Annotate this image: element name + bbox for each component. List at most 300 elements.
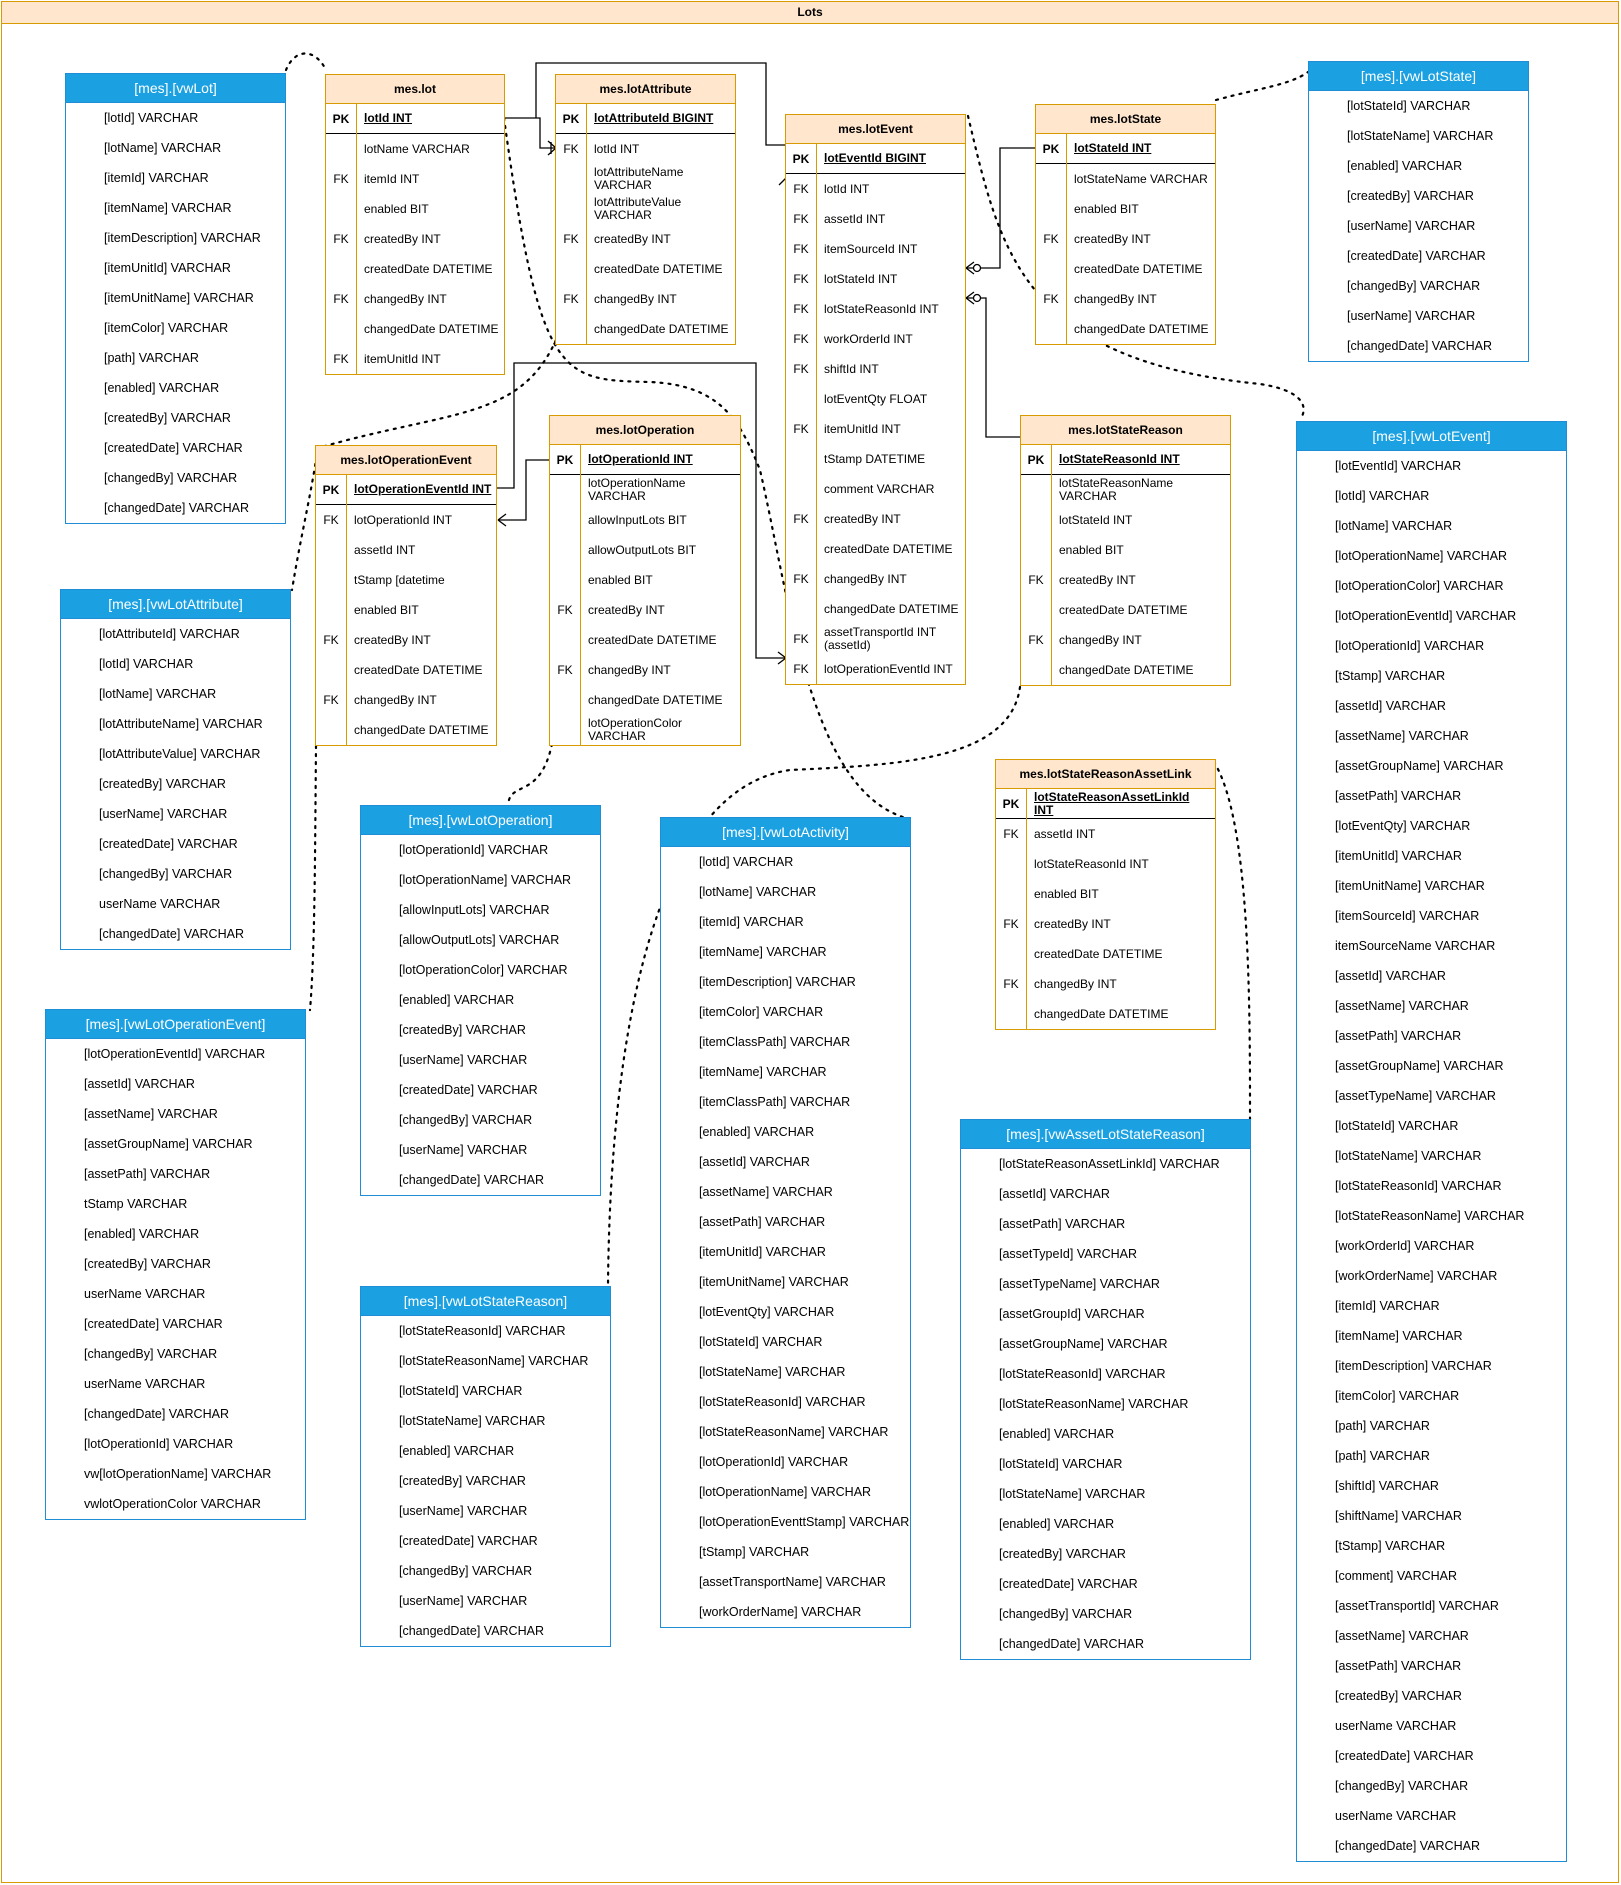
table-row	[326, 314, 504, 344]
view-vwLotStateReason	[360, 1286, 611, 1647]
key-label	[1021, 505, 1051, 535]
table-row	[316, 475, 496, 505]
table-row	[316, 505, 496, 535]
field-label: changedDate DATETIME	[588, 692, 723, 707]
view-column: [lotOperationId] VARCHAR	[1335, 639, 1485, 653]
key-label	[316, 565, 346, 595]
table-row	[786, 324, 965, 354]
key-label	[786, 534, 816, 564]
view-column: [path] VARCHAR	[1335, 1449, 1430, 1463]
key-label: FK	[793, 242, 809, 256]
key-label	[326, 254, 356, 284]
table-row	[786, 504, 965, 534]
view-column: [lotEventQty] VARCHAR	[699, 1305, 835, 1319]
field-label: lotId INT	[824, 181, 870, 196]
table-row	[786, 474, 965, 504]
view-column: [assetName] VARCHAR	[1335, 1629, 1469, 1643]
view-column: [createdBy] VARCHAR	[84, 1257, 211, 1271]
key-column-divider	[1066, 134, 1067, 344]
view-column: [lotStateName] VARCHAR	[399, 1414, 546, 1428]
view-column: [createdBy] VARCHAR	[399, 1474, 526, 1488]
key-label: FK	[323, 693, 339, 707]
view-column: [createdDate] VARCHAR	[84, 1317, 223, 1331]
view-vwLotState	[1308, 61, 1529, 362]
table-row	[326, 284, 504, 314]
view-column: [comment] VARCHAR	[1335, 1569, 1458, 1583]
field-label: createdDate DATETIME	[1059, 602, 1188, 617]
view-column: [userName] VARCHAR	[399, 1504, 528, 1518]
view-column: [changedBy] VARCHAR	[104, 471, 238, 485]
view-column: [lotAttributeValue] VARCHAR	[99, 747, 261, 761]
dots-lotoperationevent-vwlotoperationevent	[310, 746, 316, 1010]
view-column: [assetName] VARCHAR	[1335, 999, 1469, 1013]
view-column: [createdBy] VARCHAR	[399, 1023, 526, 1037]
view-column: [lotOperationColor] VARCHAR	[399, 963, 568, 977]
table-row	[326, 164, 504, 194]
view-column: [lotOperationId] VARCHAR	[399, 843, 549, 857]
field-label: enabled BIT	[364, 201, 429, 216]
field-label: changedBy INT	[1074, 291, 1157, 306]
view-column: [assetGroupName] VARCHAR	[84, 1137, 253, 1151]
table-row	[996, 849, 1215, 879]
view-column: [assetId] VARCHAR	[999, 1187, 1110, 1201]
view-column: [assetId] VARCHAR	[84, 1077, 195, 1091]
field-label: createdDate DATETIME	[824, 541, 953, 556]
key-label	[316, 715, 346, 745]
key-column-divider	[586, 104, 587, 344]
view-column: [lotOperationId] VARCHAR	[699, 1455, 849, 1469]
key-label	[1036, 164, 1066, 194]
key-label	[786, 594, 816, 624]
table-title: mes.lotStateReasonAssetLink	[996, 760, 1215, 789]
key-label: FK	[333, 232, 349, 246]
field-label: itemId INT	[364, 171, 420, 186]
table-lotState	[1035, 104, 1216, 345]
table-title: mes.lotOperation	[550, 416, 740, 445]
view-vwLotOperationEvent	[45, 1009, 306, 1520]
view-column: [lotStateReasonName] VARCHAR	[699, 1425, 889, 1439]
view-column: [lotEventQty] VARCHAR	[1335, 819, 1471, 833]
view-column: [enabled] VARCHAR	[999, 1517, 1115, 1531]
table-row	[550, 685, 740, 715]
view-column: [lotId] VARCHAR	[699, 855, 794, 869]
field-label: changedBy INT	[824, 571, 907, 586]
table-row	[786, 354, 965, 384]
field-label: changedDate DATETIME	[1034, 1006, 1169, 1021]
table-row	[316, 685, 496, 715]
field-label: lotAttributeName VARCHAR	[594, 165, 684, 192]
link-lotstatereason-lotevent	[966, 298, 1020, 437]
key-label: FK	[793, 362, 809, 376]
key-label: PK	[792, 152, 810, 166]
view-column: [allowInputLots] VARCHAR	[399, 903, 550, 917]
view-column: [itemName] VARCHAR	[699, 945, 827, 959]
table-row	[556, 134, 735, 164]
table-row	[1021, 445, 1230, 475]
key-label: FK	[557, 663, 573, 677]
key-label: FK	[793, 212, 809, 226]
view-column: [assetTransportId] VARCHAR	[1335, 1599, 1499, 1613]
table-row	[550, 655, 740, 685]
key-label: PK	[1042, 142, 1060, 156]
key-label: FK	[1003, 917, 1019, 931]
field-label: assetId INT	[1034, 826, 1096, 841]
view-column: [changedBy] VARCHAR	[399, 1113, 533, 1127]
view-column: [enabled] VARCHAR	[999, 1427, 1115, 1441]
view-column: [itemUnitId] VARCHAR	[104, 261, 231, 275]
view-column: [lotStateReasonId] VARCHAR	[1335, 1179, 1502, 1193]
view-column: [lotId] VARCHAR	[104, 111, 199, 125]
view-column: [assetPath] VARCHAR	[999, 1217, 1126, 1231]
view-column: [lotStateReasonId] VARCHAR	[399, 1324, 566, 1338]
view-column: [lotOperationName] VARCHAR	[699, 1485, 872, 1499]
table-row	[786, 654, 965, 684]
view-column: [lotName] VARCHAR	[104, 141, 222, 155]
view-column: [workOrderId] VARCHAR	[1335, 1239, 1475, 1253]
view-column: vw[lotOperationName] VARCHAR	[84, 1467, 272, 1481]
table-lotOperationEvent	[315, 445, 497, 746]
key-label: FK	[793, 632, 809, 646]
table-row	[786, 534, 965, 564]
view-column: [lotAttributeId] VARCHAR	[99, 627, 240, 641]
field-label: shiftId INT	[824, 361, 879, 376]
key-label: PK	[562, 112, 580, 126]
view-column: [lotOperationName] VARCHAR	[1335, 549, 1508, 563]
view-column: [changedDate] VARCHAR	[999, 1637, 1144, 1651]
view-column: [changedBy] VARCHAR	[1347, 279, 1481, 293]
table-row	[786, 294, 965, 324]
table-lotStateReasonAssetLink	[995, 759, 1216, 1030]
view-column: [itemUnitName] VARCHAR	[699, 1275, 849, 1289]
link-lot-lotattribute	[504, 118, 556, 148]
table-row	[326, 224, 504, 254]
key-label: FK	[333, 352, 349, 366]
view-column: [enabled] VARCHAR	[699, 1125, 815, 1139]
view-column: [createdDate] VARCHAR	[399, 1534, 538, 1548]
table-row	[550, 595, 740, 625]
field-label: changedDate DATETIME	[354, 722, 489, 737]
table-row	[1036, 134, 1215, 164]
field-label: comment VARCHAR	[824, 481, 935, 496]
key-label	[556, 164, 586, 194]
table-row	[1036, 254, 1215, 284]
view-column: [itemColor] VARCHAR	[104, 321, 229, 335]
key-label: FK	[333, 292, 349, 306]
field-label: tStamp [datetime	[354, 572, 445, 587]
field-label: changedBy INT	[354, 692, 437, 707]
key-label	[550, 505, 580, 535]
table-row	[556, 254, 735, 284]
table-row	[1021, 625, 1230, 655]
view-column: [lotOperationEventId] VARCHAR	[1335, 609, 1517, 623]
field-label: createdBy INT	[364, 231, 441, 246]
field-label: createdBy INT	[588, 602, 665, 617]
view-column: [createdDate] VARCHAR	[99, 837, 238, 851]
view-column: [lotAttributeName] VARCHAR	[99, 717, 263, 731]
dots-lotoperation-vwlotoperation	[508, 744, 552, 805]
view-column: [userName] VARCHAR	[399, 1594, 528, 1608]
view-column: [enabled] VARCHAR	[399, 993, 515, 1007]
table-row	[1021, 565, 1230, 595]
view-column: [createdDate] VARCHAR	[999, 1577, 1138, 1591]
view-column: [changedBy] VARCHAR	[399, 1564, 533, 1578]
view-title: [mes].[vwLotEvent]	[1297, 422, 1566, 451]
table-lotOperation	[549, 415, 741, 746]
view-column: [changedDate] VARCHAR	[1347, 339, 1492, 353]
view-column: [lotStateReasonName] VARCHAR	[1335, 1209, 1525, 1223]
view-column: [lotStateReasonAssetLinkId] VARCHAR	[999, 1157, 1220, 1171]
field-label: enabled BIT	[1059, 542, 1124, 557]
view-column: [createdBy] VARCHAR	[999, 1547, 1126, 1561]
view-column: [itemSourceId] VARCHAR	[1335, 909, 1480, 923]
view-column: [lotId] VARCHAR	[1335, 489, 1430, 503]
view-column: [allowOutputLots] VARCHAR	[399, 933, 560, 947]
view-column: [assetTypeName] VARCHAR	[999, 1277, 1160, 1291]
view-column: [tStamp] VARCHAR	[1335, 669, 1446, 683]
view-column: [changedDate] VARCHAR	[1335, 1839, 1480, 1853]
key-label: FK	[323, 513, 339, 527]
view-title: [mes].[vwLotOperationEvent]	[46, 1010, 305, 1039]
key-label: FK	[793, 512, 809, 526]
field-label: lotAttributeValue VARCHAR	[594, 195, 682, 222]
view-column: [createdDate] VARCHAR	[1335, 1749, 1474, 1763]
table-row	[786, 414, 965, 444]
view-column: [lotStateReasonName] VARCHAR	[399, 1354, 589, 1368]
table-row	[550, 475, 740, 505]
view-column: [enabled] VARCHAR	[84, 1227, 200, 1241]
view-title: [mes].[vwLotStateReason]	[361, 1287, 610, 1316]
table-lotEvent	[785, 114, 966, 685]
field-label: createdDate DATETIME	[594, 261, 723, 276]
key-label: FK	[793, 302, 809, 316]
table-row	[556, 164, 735, 194]
view-column: [lotEventId] VARCHAR	[1335, 459, 1462, 473]
view-column: [path] VARCHAR	[104, 351, 199, 365]
table-row	[550, 715, 740, 745]
view-column: [workOrderName] VARCHAR	[1335, 1269, 1498, 1283]
table-row	[1036, 284, 1215, 314]
key-label	[556, 314, 586, 344]
view-column: [lotStateReasonName] VARCHAR	[999, 1397, 1189, 1411]
view-column: [changedBy] VARCHAR	[1335, 1779, 1469, 1793]
table-lot	[325, 74, 505, 375]
view-title: [mes].[vwAssetLotStateReason]	[961, 1120, 1250, 1149]
table-row	[316, 595, 496, 625]
view-column: [createdDate] VARCHAR	[1347, 249, 1486, 263]
table-row	[326, 254, 504, 284]
view-column: [itemColor] VARCHAR	[1335, 1389, 1460, 1403]
view-column: [assetTypeId] VARCHAR	[999, 1247, 1138, 1261]
field-label: lotOperationColor VARCHAR	[588, 716, 683, 743]
field-label: lotStateReasonId INT	[824, 301, 939, 316]
view-column: [createdBy] VARCHAR	[1347, 189, 1474, 203]
table-row	[316, 565, 496, 595]
field-label: enabled BIT	[1034, 886, 1099, 901]
dots-lotstatereasonassetlink-vwassetlotstatereason	[1214, 762, 1250, 1120]
view-column: [lotName] VARCHAR	[99, 687, 217, 701]
view-column: [assetGroupName] VARCHAR	[999, 1337, 1168, 1351]
field-label: changedDate DATETIME	[364, 321, 499, 336]
key-label: FK	[793, 182, 809, 196]
field-label: changedDate DATETIME	[1074, 321, 1209, 336]
key-label: FK	[563, 232, 579, 246]
field-label: lotOperationId INT	[588, 452, 693, 466]
key-label	[786, 474, 816, 504]
field-label: createdBy INT	[1074, 231, 1151, 246]
key-label	[326, 194, 356, 224]
key-label: FK	[1028, 573, 1044, 587]
view-vwLotActivity	[660, 817, 911, 1628]
field-label: changedBy INT	[1034, 976, 1117, 991]
view-column: [lotName] VARCHAR	[1335, 519, 1453, 533]
view-column: [createdBy] VARCHAR	[104, 411, 231, 425]
key-label: FK	[323, 633, 339, 647]
field-label: createdDate DATETIME	[1034, 946, 1163, 961]
key-label: PK	[322, 483, 340, 497]
view-column: [lotOperationId] VARCHAR	[84, 1437, 234, 1451]
field-label: createdDate DATETIME	[1074, 261, 1203, 276]
view-column: [itemClassPath] VARCHAR	[699, 1035, 851, 1049]
table-row	[1036, 164, 1215, 194]
table-row	[786, 264, 965, 294]
table-row	[550, 505, 740, 535]
key-label	[316, 535, 346, 565]
view-column: userName VARCHAR	[84, 1287, 206, 1301]
view-column: [lotStateId] VARCHAR	[999, 1457, 1123, 1471]
key-label: FK	[793, 422, 809, 436]
key-label	[1021, 655, 1051, 685]
view-column: [assetPath] VARCHAR	[1335, 1659, 1462, 1673]
table-row	[326, 344, 504, 374]
view-column: [userName] VARCHAR	[399, 1143, 528, 1157]
view-column: [workOrderName] VARCHAR	[699, 1605, 862, 1619]
view-column: [itemDescription] VARCHAR	[1335, 1359, 1492, 1373]
view-column: [changedBy] VARCHAR	[84, 1347, 218, 1361]
view-column: [lotStateId] VARCHAR	[399, 1384, 523, 1398]
view-column: [createdDate] VARCHAR	[399, 1083, 538, 1097]
field-label: allowInputLots BIT	[588, 512, 687, 527]
key-column-divider	[356, 104, 357, 374]
key-label: FK	[793, 332, 809, 346]
view-column: [itemName] VARCHAR	[104, 201, 232, 215]
field-label: createdDate DATETIME	[364, 261, 493, 276]
view-column: [assetGroupId] VARCHAR	[999, 1307, 1145, 1321]
table-row	[1021, 535, 1230, 565]
table-row	[316, 625, 496, 655]
key-label: PK	[332, 112, 350, 126]
field-label: enabled BIT	[588, 572, 653, 587]
table-row	[1021, 505, 1230, 535]
key-label: FK	[557, 603, 573, 617]
view-column: [lotStateReasonId] VARCHAR	[999, 1367, 1166, 1381]
field-label: tStamp DATETIME	[824, 451, 926, 466]
table-row	[550, 535, 740, 565]
view-column: [assetPath] VARCHAR	[84, 1167, 211, 1181]
field-label: lotOperationId INT	[354, 512, 453, 527]
view-column: [path] VARCHAR	[1335, 1419, 1430, 1433]
key-label	[1021, 535, 1051, 565]
field-label: lotStateReasonName VARCHAR	[1059, 476, 1174, 503]
table-row	[316, 535, 496, 565]
view-column: [itemId] VARCHAR	[699, 915, 804, 929]
key-label	[786, 444, 816, 474]
view-column: [assetId] VARCHAR	[699, 1155, 810, 1169]
table-row	[1021, 595, 1230, 625]
view-column: [assetGroupName] VARCHAR	[1335, 759, 1504, 773]
field-label: lotEventQty FLOAT	[824, 391, 928, 406]
field-label: itemUnitId INT	[364, 351, 441, 366]
table-row	[996, 939, 1215, 969]
view-vwLotAttribute	[60, 589, 291, 950]
view-column: [changedBy] VARCHAR	[999, 1607, 1133, 1621]
view-column: [assetPath] VARCHAR	[699, 1215, 826, 1229]
table-row	[550, 565, 740, 595]
field-label: enabled BIT	[354, 602, 419, 617]
view-column: [userName] VARCHAR	[1347, 309, 1476, 323]
field-label: lotName VARCHAR	[364, 141, 470, 156]
table-row	[786, 204, 965, 234]
table-title: mes.lotEvent	[786, 115, 965, 144]
table-row	[996, 789, 1215, 819]
view-column: [userName] VARCHAR	[399, 1053, 528, 1067]
table-row	[556, 284, 735, 314]
view-column: [itemId] VARCHAR	[104, 171, 209, 185]
view-column: [lotStateName] VARCHAR	[1335, 1149, 1482, 1163]
field-label: createdBy INT	[594, 231, 671, 246]
field-label: createdBy INT	[354, 632, 431, 647]
view-title: [mes].[vwLotActivity]	[661, 818, 910, 847]
table-row	[786, 384, 965, 414]
view-column: [assetTransportName] VARCHAR	[699, 1575, 886, 1589]
view-column: [itemName] VARCHAR	[699, 1065, 827, 1079]
view-column: [lotOperationEventId] VARCHAR	[84, 1047, 266, 1061]
table-row	[996, 879, 1215, 909]
field-label: createdBy INT	[1034, 916, 1111, 931]
table-row	[1036, 314, 1215, 344]
table-row	[1036, 194, 1215, 224]
view-column: [itemName] VARCHAR	[1335, 1329, 1463, 1343]
key-label	[550, 565, 580, 595]
view-column: [itemUnitName] VARCHAR	[104, 291, 254, 305]
field-label: assetId INT	[824, 211, 886, 226]
view-column: userName VARCHAR	[1335, 1809, 1457, 1823]
key-label: PK	[556, 453, 574, 467]
view-column: [changedBy] VARCHAR	[99, 867, 233, 881]
field-label: lotStateId INT	[1074, 141, 1152, 155]
field-label: enabled BIT	[1074, 201, 1139, 216]
key-label	[996, 999, 1026, 1029]
field-label: lotStateId INT	[1059, 512, 1133, 527]
view-column: [userName] VARCHAR	[99, 807, 228, 821]
view-column: [changedDate] VARCHAR	[399, 1173, 544, 1187]
key-label	[316, 655, 346, 685]
key-column-divider	[346, 475, 347, 745]
key-label: FK	[1043, 232, 1059, 246]
field-label: createdBy INT	[824, 511, 901, 526]
view-column: [changedDate] VARCHAR	[399, 1624, 544, 1638]
view-vwLotEvent	[1296, 421, 1567, 1862]
table-row	[556, 224, 735, 254]
field-label: createdDate DATETIME	[588, 632, 717, 647]
key-label	[550, 625, 580, 655]
view-column: [lotStateId] VARCHAR	[1347, 99, 1471, 113]
field-label: lotAttributeId BIGINT	[594, 111, 714, 125]
key-label	[786, 384, 816, 414]
field-label: changedBy INT	[594, 291, 677, 306]
view-column: [enabled] VARCHAR	[399, 1444, 515, 1458]
field-label: assetId INT	[354, 542, 416, 557]
view-column: [assetPath] VARCHAR	[1335, 789, 1462, 803]
